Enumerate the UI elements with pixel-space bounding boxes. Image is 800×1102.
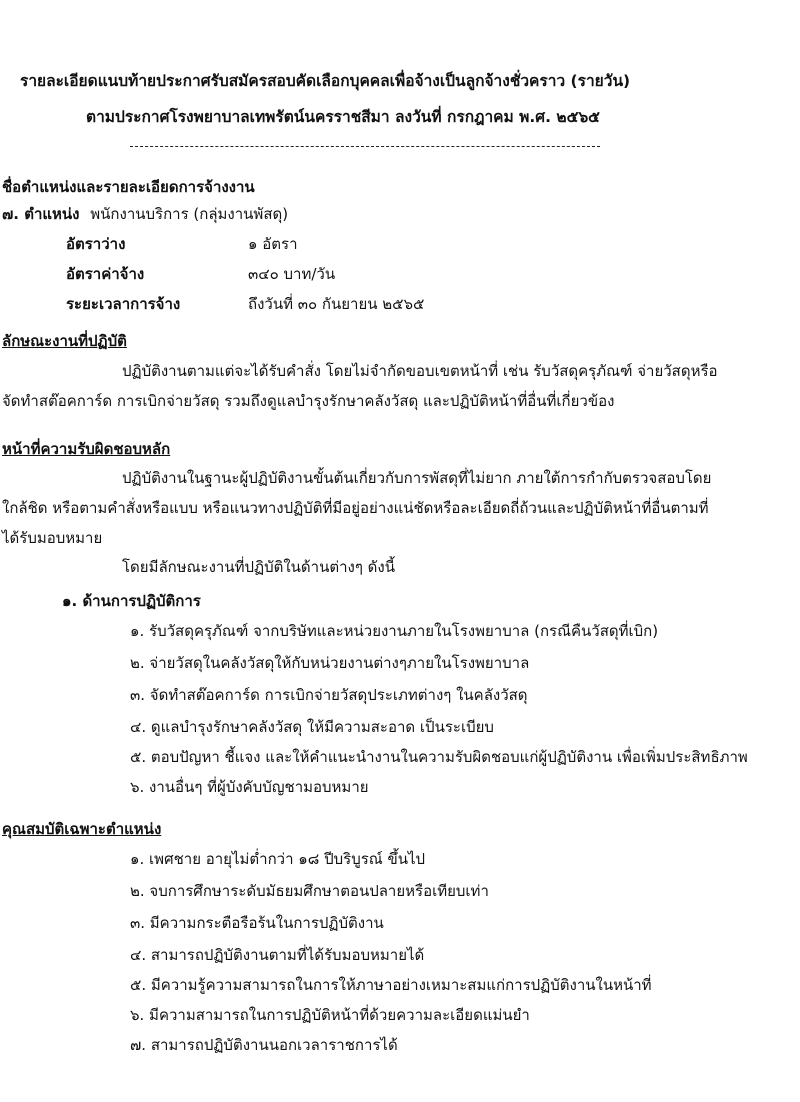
- duty-item: ๓. จัดทำสต๊อคการ์ด การเบิกจ่ายวัสดุประเภทต่างๆ ในคลังวัสดุ: [130, 686, 528, 704]
- wage-value: ๓๔๐ บาท/วัน: [248, 265, 336, 283]
- position-value: พนักงานบริการ (กลุ่มงานพัสดุ): [90, 205, 289, 223]
- nature-paragraph-line2: จัดทำสต๊อคการ์ด การเบิกจ่ายวัสดุ รวมถึงดูแลบำรุงรักษาคลังวัสดุ และปฏิบัติหน้าที่อื่นที่เกี่ยวข้อง: [2, 392, 615, 410]
- qualification-item: ๖. มีความสามารถในการปฏิบัติหน้าที่ด้วยความละเอียดแม่นยำ: [130, 1006, 530, 1024]
- nature-paragraph-line1: ปฏิบัติงานตามแต่จะได้รับคำสั่ง โดยไม่จำกัดขอบเขตหน้าที่ เช่น รับวัสดุครุภัณฑ์ จ่ายวัสดุหรือ: [122, 362, 718, 380]
- duty-item: ๒. จ่ายวัสดุในคลังวัสดุให้กับหน่วยงานต่างๆภายในโรงพยาบาล: [130, 654, 530, 672]
- position-label: ๗. ตำแหน่ง: [2, 205, 80, 223]
- duration-value: ถึงวันที่ ๓๐ กันยายน ๒๕๖๕: [248, 295, 425, 313]
- qualifications-heading: คุณสมบัติเฉพาะตำแหน่ง: [2, 820, 162, 838]
- qualification-item: ๒. จบการศึกษาระดับมัธยมศึกษาตอนปลายหรือเทียบเท่า: [130, 882, 489, 900]
- position-row: [2, 203, 288, 225]
- duties-paragraph-line3: ได้รับมอบหมาย: [2, 529, 103, 547]
- operations-subheading: ๑. ด้านการปฏิบัติการ: [62, 592, 201, 610]
- duty-item: ๖. งานอื่นๆ ที่ผู้บังคับบัญชามอบหมาย: [130, 778, 369, 796]
- qualification-item: ๔. สามารถปฏิบัติงานตามที่ได้รับมอบหมายได้: [130, 946, 425, 964]
- document-title-line1: รายละเอียดแนบท้ายประกาศรับสมัครสอบคัดเลือกบุคคลเพื่อจ้างเป็นลูกจ้างชั่วคราว (รายวัน): [20, 72, 631, 90]
- wage-label: อัตราค่าจ้าง: [66, 265, 145, 283]
- nature-heading: ลักษณะงานที่ปฏิบัติ: [2, 332, 127, 350]
- qualification-item: ๓. มีความกระตือรือร้นในการปฏิบัติงาน: [130, 914, 384, 932]
- document-title-line2: ตามประกาศโรงพยาบาลเทพรัตน์นครราชสีมา ลงวันที่ กรกฎาคม พ.ศ. ๒๕๖๕: [86, 108, 600, 126]
- duties-heading: หน้าที่ความรับผิดชอบหลัก: [2, 440, 171, 458]
- header-separator: [130, 146, 600, 147]
- qualification-item: ๑. เพศชาย อายุไม่ต่ำกว่า ๑๘ ปีบริบูรณ์ ขึ้นไป: [130, 850, 426, 868]
- duration-label: ระยะเวลาการจ้าง: [66, 295, 181, 313]
- duty-item: ๔. ดูแลบำรุงรักษาคลังวัสดุ ให้มีความสะอาด เป็นระเบียบ: [130, 718, 494, 736]
- qualification-item: ๗. สามารถปฏิบัติงานนอกเวลาราชการได้: [130, 1036, 398, 1054]
- vacancy-value: ๑ อัตรา: [248, 235, 298, 253]
- duty-item: ๕. ตอบปัญหา ชี้แจง และให้คำแนะนำงานในความรับผิดชอบแก่ผู้ปฏิบัติงาน เพื่อเพิ่มประสิทธิภาพ: [130, 748, 748, 766]
- vacancy-label: อัตราว่าง: [66, 235, 126, 253]
- position-section-title: ชื่อตำแหน่งและรายละเอียดการจ้างงาน: [2, 178, 255, 196]
- duty-item: ๑. รับวัสดุครุภัณฑ์ จากบริษัทและหน่วยงานภายในโรงพยาบาล (กรณีคืนวัสดุที่เบิก): [130, 622, 659, 640]
- duties-paragraph-line1: ปฏิบัติงานในฐานะผู้ปฏิบัติงานขั้นต้นเกี่ยวกับการพัสดุที่ไม่ยาก ภายใต้การกำกับตรวจสอบโดย: [122, 469, 712, 487]
- duties-intro: โดยมีลักษณะงานที่ปฏิบัติในด้านต่างๆ ดังนี้: [122, 558, 395, 576]
- duties-paragraph-line2: ใกล้ชิด หรือตามคำสั่งหรือแบบ หรือแนวทางปฏิบัติที่มีอยู่อย่างแน่ชัดหรือละเอียดถี่ถ้วนและปฏิบัติหน้าที่อื่นตามที่: [2, 499, 709, 517]
- qualification-item: ๕. มีความรู้ความสามารถในการให้ภาษาอย่างเหมาะสมแก่การปฏิบัติงานในหน้าที่: [130, 976, 652, 994]
